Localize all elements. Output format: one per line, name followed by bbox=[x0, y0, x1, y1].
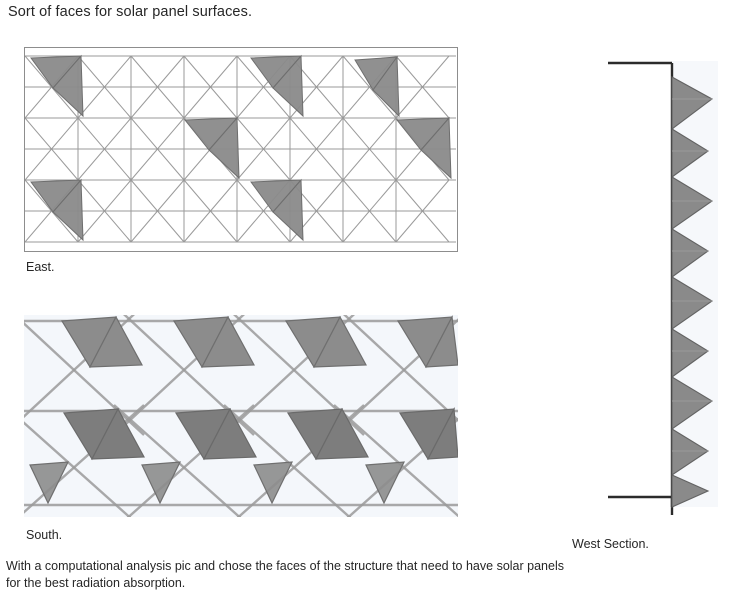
south-elevation-figure bbox=[24, 315, 458, 517]
west-section-figure bbox=[600, 55, 718, 515]
west-section-drawing bbox=[600, 55, 718, 515]
east-elevation-drawing bbox=[25, 48, 456, 250]
page-title: Sort of faces for solar panel surfaces. bbox=[8, 4, 253, 20]
description-line-1: With a computational analysis pic and chose the faces of the structure that need to have solar panels bbox=[6, 559, 564, 573]
figure-description bbox=[6, 558, 616, 592]
description-line-2: for the best radiation absorption. bbox=[6, 576, 186, 590]
south-caption: South. bbox=[26, 528, 63, 542]
west-caption: West Section. bbox=[572, 537, 649, 551]
east-caption: East. bbox=[26, 260, 55, 274]
south-elevation-drawing bbox=[24, 315, 458, 517]
east-elevation-figure bbox=[24, 47, 458, 252]
